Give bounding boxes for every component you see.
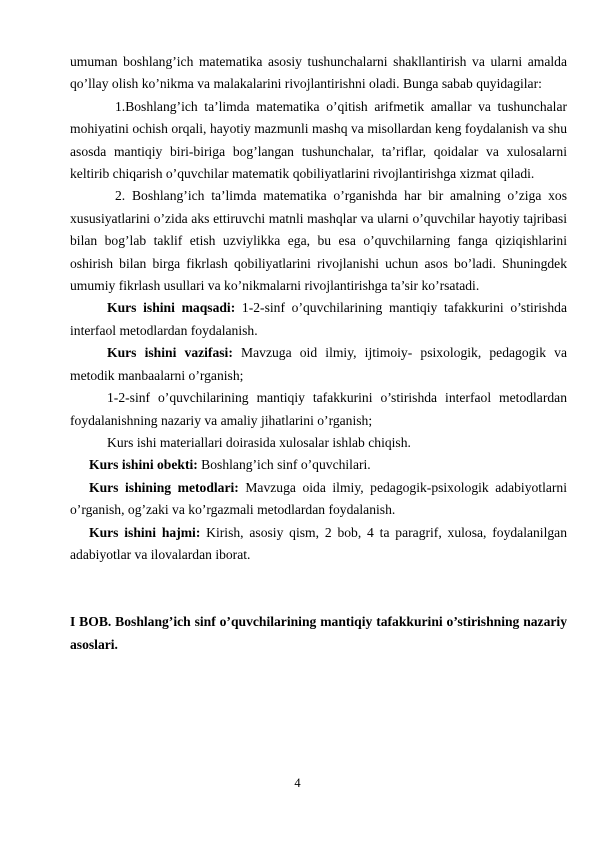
intro-paragraph: umuman boshlang’ich matematika asosiy tushunchalarni shakllantirish va ularni amalda qo’llay olish ko’nikma va malakalarini rivojlantirishni oladi. Bunga sabab quyidagilar:	[70, 54, 567, 92]
methods-text: Mavzuga oida ilmiy, pedagogik-psixologik adabiyotlarni o’rganish, og’zaki va ko’rgazmali metodlardan foydalanish.	[70, 479, 567, 518]
reason-1-paragraph: 1.Boshlang’ich ta’limda matematika o’qitish arifmetik amallar va tushunchalar mohiyatini ochish orqali, hayotiy mazmunli mashq va misollardan keng foydalanish va shu asosda mantiqiy biri-biriga bog’langan tushunchalar, ta’riflar, qoidalar va xulosalarni keltirib chiqarish o’quvchilar matematik qobiliyatlarini rivojlantirishga xizmat qiladi.	[70, 98, 567, 182]
methods-label: Kurs ishining metodlari:	[89, 479, 239, 495]
object-label: Kurs ishini obekti:	[89, 457, 198, 473]
object-paragraph	[70, 454, 567, 476]
tasks-label: Kurs ishini vazifasi:	[107, 345, 233, 361]
reason-2-paragraph: 2. Boshlang’ich ta’limda matematika o’rganishda har bir amalning o’ziga xos xususiyatlarini o’zida aks ettiruvchi matnli mashqlar va ularni o’quvchilar hayotiy tajribasi bilan bog’lab taklif etish uzviylikka ega, bu esa o’quvchilarning fanga qiziqishlarini oshirish bilan birga fikrlash qobiliyatlarini rivojlanishi uchun asos bo’ladi. Shuningdek umumiy fikrlash usullari va ko’nikmalarni rivojlantirishga ta’sir ko’rsatadi.	[70, 188, 567, 294]
methods-paragraph	[70, 477, 567, 522]
task-2-paragraph: 1-2-sinf o’quvchilarining mantiqiy tafakkurini o’stirishda interfaol metodlardan foydalanishning nazariy va amaliy jihatlarini o’rganish;	[70, 390, 567, 428]
tasks-paragraph	[70, 342, 567, 387]
goal-label: Kurs ishini maqsadi:	[107, 300, 236, 316]
tasks-text: Mavzuga oid ilmiy, ijtimoiy- psixologik, pedagogik va metodik manbaalarni o’rganish;	[70, 345, 567, 383]
goal-text: 1-2-sinf o’quvchilarining mantiqiy tafakkurini o’stirishda interfaol metodlardan foydalanish.	[70, 300, 567, 338]
document-page	[70, 51, 567, 656]
volume-text: Kirish, asosiy qism, 2 bob, 4 ta paragrif, xulosa, foydalanilgan adabiyotlar va ilovalardan iborat.	[70, 524, 567, 562]
object-text: Boshlang’ich sinf o’quvchilari.	[197, 457, 371, 473]
goal-paragraph	[70, 297, 567, 342]
page-number: 4	[294, 776, 301, 790]
chapter-title: I BOB. Boshlang’ich sinf o’quvchilarining mantiqiy tafakkurini o’stirishning nazariy asoslari.	[70, 614, 567, 653]
volume-paragraph	[70, 522, 567, 567]
task-3-paragraph: Kurs ishi materiallari doirasida xulosalar ishlab chiqish.	[107, 434, 411, 450]
volume-label: Kurs ishini hajmi:	[89, 524, 201, 540]
